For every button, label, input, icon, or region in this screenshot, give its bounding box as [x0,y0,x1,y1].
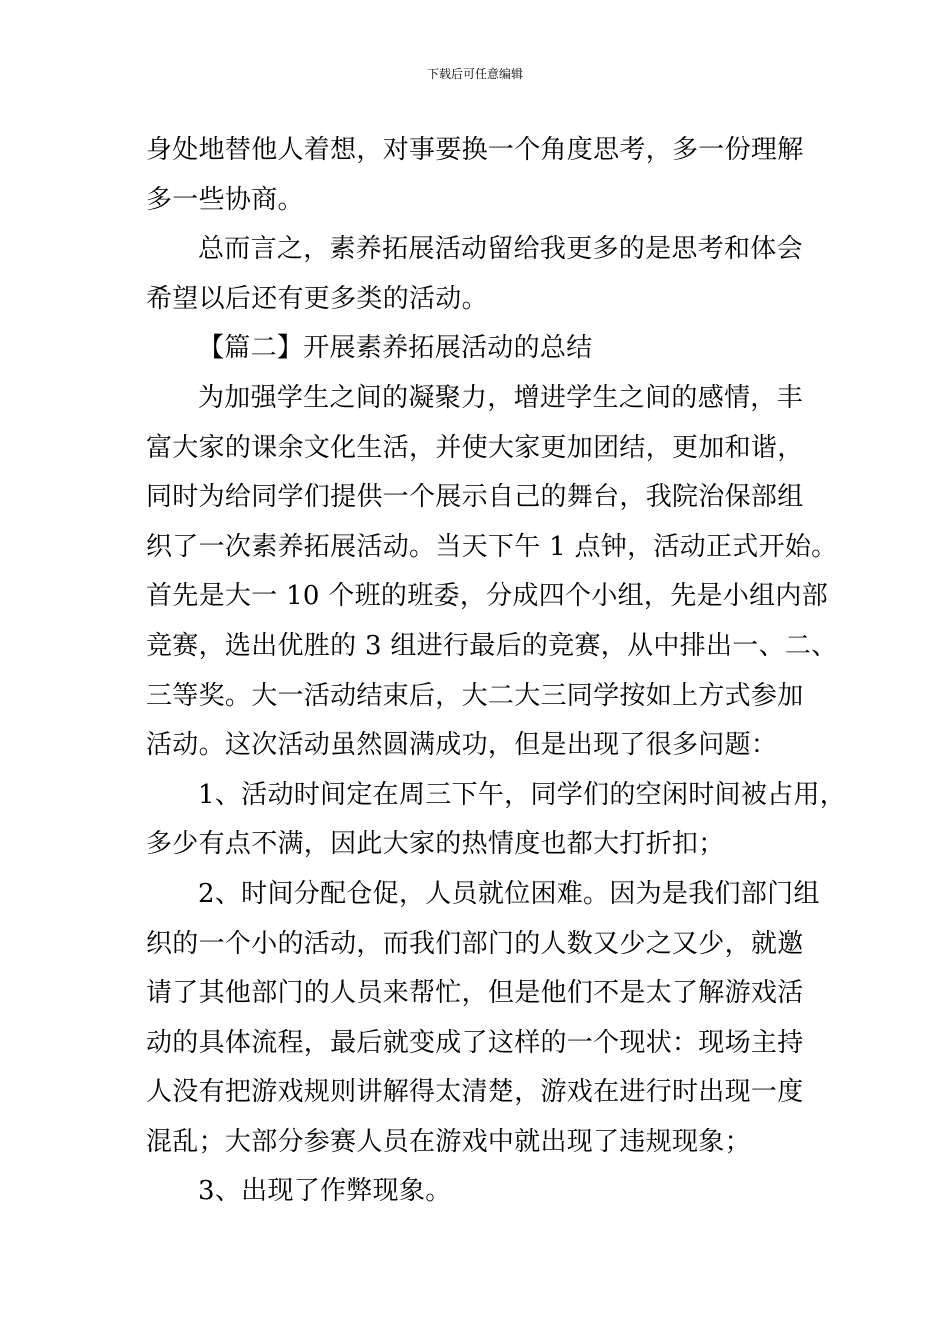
text-line: 织的一个小的活动，而我们部门的人数又少之又少，就邀 [146,928,804,959]
text-line: 混乱；大部分参赛人员在游戏中就出现了违规现象； [146,1126,751,1157]
list-item: 3、出现了作弊现象。 [198,1176,452,1207]
text-line: 富大家的课余文化生活，并使大家更加团结，更加和谐， [146,432,804,463]
text-line: 身处地替他人着想，对事要换一个角度思考，多一份理解 [146,135,804,165]
list-item: 1、活动时间定在周三下午，同学们的空闲时间被占用， [198,779,847,810]
text-line: 多一些协商。 [146,184,304,215]
document-body [146,126,847,1217]
text-line: 同时为给同学们提供一个展示自己的舞台，我院治保部组 [146,482,804,513]
text-line: 希望以后还有更多类的活动。 [146,283,488,314]
text-line: 竞赛，选出优胜的 3 组进行最后的竞赛，从中排出一、二、 [146,630,838,661]
text-line: 首先是大一 10 个班的班委，分成四个小组，先是小组内部 [146,581,829,612]
text-line: 请了其他部门的人员来帮忙，但是他们不是太了解游戏活 [146,978,804,1009]
text-line: 为加强学生之间的凝聚力，增进学生之间的感情，丰 [198,382,803,413]
text-line: 动的具体流程，最后就变成了这样的一个现状：现场主持 [146,1027,804,1058]
text-line: 人没有把游戏规则讲解得太清楚，游戏在进行时出现一度 [146,1077,804,1108]
text-line: 三等奖。大一活动结束后，大二大三同学按如上方式参加 [146,680,804,711]
page-header: 下载后可任意编辑 [426,67,523,81]
text-line: 多少有点不满，因此大家的热情度也都大打折扣； [146,829,725,860]
text-line: 织了一次素养拓展活动。当天下午 1 点钟，活动正式开始。 [146,531,838,562]
section-heading: 【篇二】开展素养拓展活动的总结 [198,333,593,364]
text-line: 活动。这次活动虽然圆满成功，但是出现了很多问题： [146,730,778,761]
text-line: 总而言之，素养拓展活动留给我更多的是思考和体会 [198,234,803,265]
list-item: 2、时间分配仓促，人员就位困难。因为是我们部门组 [198,878,820,909]
